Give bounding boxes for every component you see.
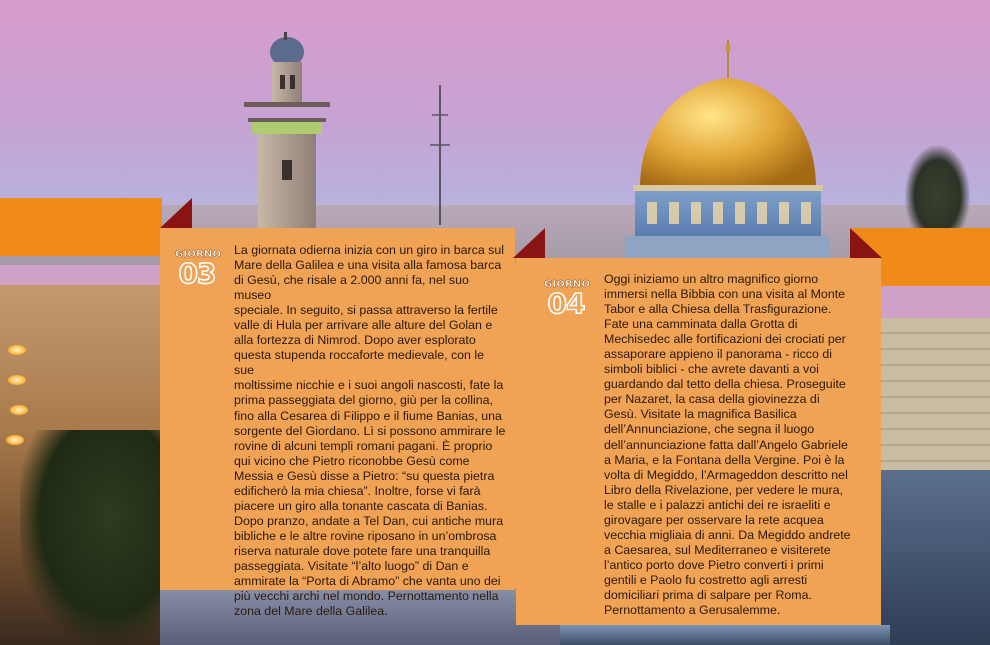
antenna-mast [428, 85, 453, 225]
palm-tree [20, 430, 170, 645]
western-wall-stones [880, 318, 990, 478]
golden-dome [625, 40, 830, 260]
bridge-roof [560, 625, 890, 645]
folded-corner [850, 228, 882, 258]
day-label: GIORNO [175, 249, 222, 260]
minaret-tower [240, 30, 335, 230]
day-04-panel [516, 258, 881, 625]
orange-accent-bar-left [0, 198, 162, 256]
folded-corner [160, 198, 192, 228]
day-03-badge [175, 249, 222, 290]
day-04-badge [544, 279, 591, 320]
day-04-description: Oggi iniziamo un altro magnifico giorno immersi nella Bibbia con una visita al Monte Tabor e alla Chiesa della Trasfigurazione. Fate una camminata dalla Grotta di Mechisedec alle fortificazioni dei crociati per assaporare appieno il panorama - ricco di simboli biblici - che avrete davanti a voi guardando dal tetto della chiesa. Proseguite per Nazaret, la casa della giovinezza di Gesù. Visitate la magnifica Basilica dell’Annunciazione, che segna il luogo dell’annunciazione fatta dall’Angelo Gabriele a Maria, e la Fontana della Vergine. Poi è la volta di Megiddo, l’Armageddon descritto nel Libro della Rivelazione, per vedere le mura, le stalle e i palazzi antichi dei re israeliti e girovagare per osservare la rete acquea vecchia migliaia di anni. Da Megiddo andrete a Caesarea, sul Mediterraneo e visiterete l’antico porto dove Pietro converti i primi gentili e Paolo fu costretto agli arresti domiciliari prima di salpare per Roma. Pernottamento a Gerusalemme. [604, 272, 851, 618]
day-03-description: La giornata odierna inizia con un giro in barca sul Mare della Galilea e una visita alla famosa barca di Gesù, che risale a 2.000 anni fa, nel suo museo speciale. In seguito, si passa attraverso la fertile valle di Hula per arrivare alle alture del Golan e alla fortezza di Nimrod. Dopo aver esplorato questa stupenda roccaforte medievale, con le sue moltissime nicchie e i suoi angoli nascosti, fate la prima passeggiata del giorno, giù per la collina, fino alla Cesarea di Filippo e il fiume Banias, una sorgente del Giordano. Lì si possono ammirare le rovine di alcuni templi romani pagani. È proprio qui vicino che Pietro riconobbe Gesù come Messia e Gesù disse a Pietro: “su questa pietra edificherò la mia chiesa”. Inoltre, forse vi farà piacere un giro alla tonante cascata di Banias. Dopo pranzo, andate a Tel Dan, cui antiche mura bibliche e le altre rovine riposano in un’ombrosa riserva naturale dove potete fare una tranquilla passeggiata. Visitate “l’alto luogo” di Dan e ammirate la “Porta di Abramo” che vanta uno dei più vecchi archi nel mondo. Pernottamento nella zona del Mare della Galilea. [234, 243, 506, 619]
mughrabi-bridge [880, 470, 990, 645]
day-03-panel [160, 228, 515, 619]
cypress-tree [905, 145, 970, 230]
day-number: 04 [547, 287, 585, 320]
day-label: GIORNO [544, 279, 591, 290]
day-number: 03 [178, 257, 216, 290]
folded-corner [513, 228, 545, 258]
